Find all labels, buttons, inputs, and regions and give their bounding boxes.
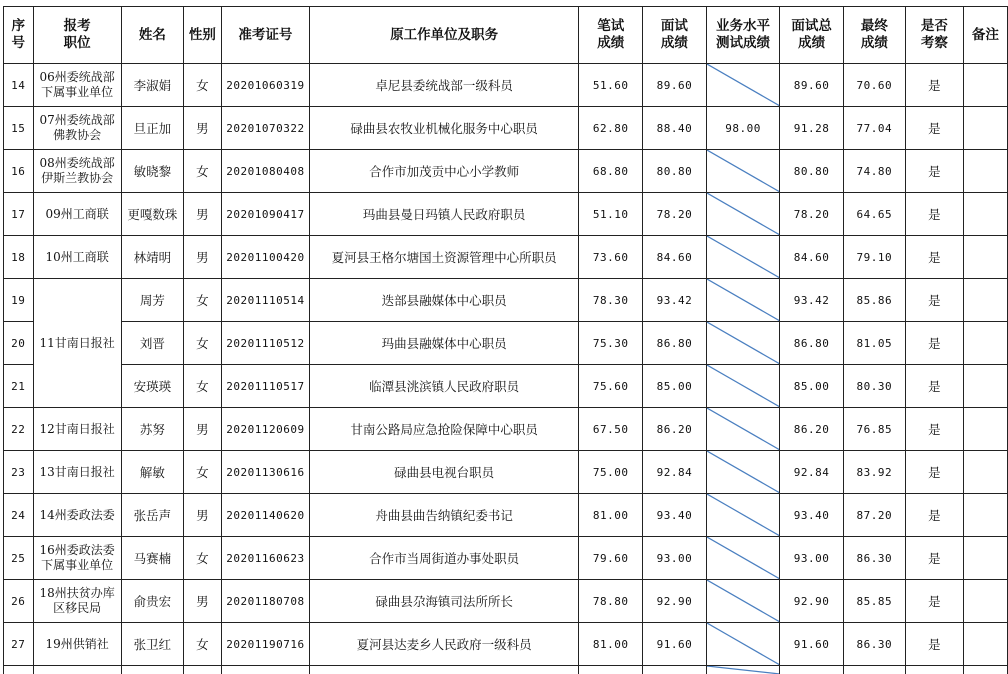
table-row	[4, 494, 1008, 537]
work-unit-cell: 甘南公路局应急抢险保障中心职员	[310, 408, 579, 451]
business-score-cell-empty	[706, 580, 780, 623]
work-unit-cell: 玛曲县融媒体中心职员	[310, 322, 579, 365]
ticket-number-cell: 20201070322	[221, 107, 310, 150]
final-score-cell: 83.92	[843, 451, 905, 494]
inspect-cell: 是	[905, 494, 963, 537]
empty-cell	[221, 666, 310, 674]
final-score-cell: 76.85	[843, 408, 905, 451]
table-row	[4, 365, 1008, 408]
column-header	[33, 7, 121, 64]
table-row	[4, 623, 1008, 666]
empty-cell	[121, 666, 184, 674]
diagonal-slash	[707, 150, 780, 192]
name-cell: 马赛楠	[121, 537, 184, 580]
gender-cell: 男	[184, 408, 221, 451]
written-score-cell: 67.50	[579, 408, 643, 451]
row-number: 23	[4, 451, 34, 494]
empty-cell	[310, 666, 579, 674]
written-score-cell: 62.80	[579, 107, 643, 150]
diagonal-slash	[707, 408, 780, 450]
interview-total-cell: 84.60	[780, 236, 843, 279]
inspect-cell: 是	[905, 365, 963, 408]
row-number: 25	[4, 537, 34, 580]
gender-cell: 男	[184, 107, 221, 150]
column-header	[310, 7, 579, 64]
inspect-cell: 是	[905, 322, 963, 365]
business-score-cell: 98.00	[706, 107, 780, 150]
inspect-cell: 是	[905, 64, 963, 107]
column-header-line: 面试	[661, 18, 688, 34]
work-unit-cell: 碌曲县尕海镇司法所所长	[310, 580, 579, 623]
table-row	[4, 150, 1008, 193]
inspect-cell: 是	[905, 279, 963, 322]
table-row	[4, 322, 1008, 365]
work-unit-cell: 碌曲县电视台职员	[310, 451, 579, 494]
diagonal-slash	[707, 537, 780, 579]
interview-score-cell: 78.20	[643, 193, 706, 236]
column-header-line: 面试总	[791, 18, 832, 34]
row-number: 20	[4, 322, 34, 365]
position-line: 16州委政法委	[39, 543, 114, 557]
work-unit-cell: 合作市当周街道办事处职员	[310, 537, 579, 580]
empty-cell	[905, 666, 963, 674]
business-score-cell-empty	[706, 494, 780, 537]
position-line: 下属事业单位	[41, 85, 113, 99]
position-cell	[33, 236, 121, 279]
ticket-number-cell: 20201060319	[221, 64, 310, 107]
final-score-cell: 87.20	[843, 494, 905, 537]
table-row-partial	[4, 666, 1008, 674]
inspect-cell: 是	[905, 150, 963, 193]
position-cell	[33, 623, 121, 666]
position-cell	[33, 451, 121, 494]
diagonal-slash	[707, 279, 780, 321]
interview-total-cell: 93.40	[780, 494, 843, 537]
work-unit-cell: 舟曲县曲告纳镇纪委书记	[310, 494, 579, 537]
table-row	[4, 537, 1008, 580]
gender-cell: 男	[184, 580, 221, 623]
remark-cell	[963, 322, 1007, 365]
inspect-cell: 是	[905, 408, 963, 451]
score-table	[3, 6, 1008, 674]
remark-cell	[963, 64, 1007, 107]
interview-total-cell: 91.60	[780, 623, 843, 666]
position-line: 10州工商联	[45, 250, 108, 264]
final-score-cell: 85.86	[843, 279, 905, 322]
position-line: 19州供销社	[45, 637, 108, 651]
business-score-cell-empty	[706, 365, 780, 408]
row-number: 14	[4, 64, 34, 107]
ticket-number-cell: 20201120609	[221, 408, 310, 451]
work-unit-cell: 碌曲县农牧业机械化服务中心职员	[310, 107, 579, 150]
column-header-line: 成绩	[861, 35, 888, 51]
inspect-cell: 是	[905, 537, 963, 580]
interview-score-cell: 80.80	[643, 150, 706, 193]
empty-cell	[4, 666, 34, 674]
position-line: 区移民局	[53, 601, 101, 615]
position-cell	[33, 279, 121, 408]
gender-cell: 男	[184, 236, 221, 279]
name-cell: 李淑娟	[121, 64, 184, 107]
name-cell: 俞贵宏	[121, 580, 184, 623]
empty-cell	[184, 666, 221, 674]
column-header	[221, 7, 310, 64]
column-header-line: 性别	[189, 27, 216, 43]
remark-cell	[963, 193, 1007, 236]
position-line: 伊斯兰教协会	[41, 171, 113, 185]
column-header	[963, 7, 1007, 64]
empty-cell	[963, 666, 1007, 674]
final-score-cell: 80.30	[843, 365, 905, 408]
row-number: 15	[4, 107, 34, 150]
column-header-line: 业务水平	[716, 18, 770, 34]
position-cell	[33, 580, 121, 623]
position-line: 06州委统战部	[39, 70, 114, 84]
position-cell	[33, 64, 121, 107]
column-header	[780, 7, 843, 64]
written-score-cell: 78.30	[579, 279, 643, 322]
ticket-number-cell: 20201130616	[221, 451, 310, 494]
name-cell: 旦正加	[121, 107, 184, 150]
position-line: 佛教协会	[53, 128, 101, 142]
final-score-cell: 81.05	[843, 322, 905, 365]
column-header-line: 成绩	[661, 35, 688, 51]
remark-cell	[963, 580, 1007, 623]
name-cell: 周芳	[121, 279, 184, 322]
final-score-cell: 85.85	[843, 580, 905, 623]
name-cell: 更嘎数珠	[121, 193, 184, 236]
business-score-cell-empty	[706, 623, 780, 666]
column-header	[643, 7, 706, 64]
column-header-line: 职位	[64, 35, 91, 51]
inspect-cell: 是	[905, 107, 963, 150]
business-score-cell-empty	[706, 537, 780, 580]
empty-cell	[843, 666, 905, 674]
position-cell	[33, 193, 121, 236]
inspect-cell: 是	[905, 580, 963, 623]
remark-cell	[963, 150, 1007, 193]
position-cell	[33, 408, 121, 451]
interview-total-cell: 86.20	[780, 408, 843, 451]
final-score-cell: 64.65	[843, 193, 905, 236]
column-header-line: 笔试	[597, 18, 624, 34]
position-line: 08州委统战部	[39, 156, 114, 170]
column-header	[706, 7, 780, 64]
business-score-cell-empty	[706, 193, 780, 236]
interview-score-cell: 89.60	[643, 64, 706, 107]
work-unit-cell: 合作市加茂贡中心小学教师	[310, 150, 579, 193]
position-line: 18州扶贫办库	[39, 586, 114, 600]
work-unit-cell: 迭部县融媒体中心职员	[310, 279, 579, 322]
position-line: 下属事业单位	[41, 558, 113, 572]
empty-cell	[579, 666, 643, 674]
interview-score-cell: 93.42	[643, 279, 706, 322]
business-score-cell-empty	[706, 322, 780, 365]
name-cell: 张卫红	[121, 623, 184, 666]
written-score-cell: 79.60	[579, 537, 643, 580]
gender-cell: 女	[184, 64, 221, 107]
work-unit-cell: 临潭县洮滨镇人民政府职员	[310, 365, 579, 408]
diagonal-slash	[707, 64, 780, 106]
row-number: 16	[4, 150, 34, 193]
interview-score-cell: 93.00	[643, 537, 706, 580]
final-score-cell: 74.80	[843, 150, 905, 193]
name-cell: 林靖明	[121, 236, 184, 279]
gender-cell: 女	[184, 451, 221, 494]
interview-total-cell: 80.80	[780, 150, 843, 193]
remark-cell	[963, 494, 1007, 537]
inspect-cell: 是	[905, 623, 963, 666]
ticket-number-cell: 20201080408	[221, 150, 310, 193]
column-header	[4, 7, 34, 64]
table-row	[4, 279, 1008, 322]
table-row	[4, 193, 1008, 236]
column-header-line: 号	[12, 35, 26, 51]
empty-cell	[643, 666, 706, 674]
column-header-line: 准考证号	[238, 27, 292, 43]
ticket-number-cell: 20201160623	[221, 537, 310, 580]
written-score-cell: 78.80	[579, 580, 643, 623]
position-cell	[33, 494, 121, 537]
remark-cell	[963, 623, 1007, 666]
business-score-cell-empty	[706, 64, 780, 107]
name-cell: 解敏	[121, 451, 184, 494]
row-number: 27	[4, 623, 34, 666]
table-row	[4, 236, 1008, 279]
row-number: 21	[4, 365, 34, 408]
gender-cell: 女	[184, 279, 221, 322]
business-score-cell-empty	[706, 451, 780, 494]
name-cell: 敏晓黎	[121, 150, 184, 193]
table-row	[4, 64, 1008, 107]
score-sheet	[3, 6, 1008, 674]
interview-total-cell: 86.80	[780, 322, 843, 365]
gender-cell: 女	[184, 322, 221, 365]
work-unit-cell: 夏河县达麦乡人民政府一级科员	[310, 623, 579, 666]
remark-cell	[963, 279, 1007, 322]
interview-score-cell: 86.80	[643, 322, 706, 365]
interview-total-cell: 85.00	[780, 365, 843, 408]
written-score-cell: 51.60	[579, 64, 643, 107]
column-header-line: 测试成绩	[716, 35, 770, 51]
remark-cell	[963, 365, 1007, 408]
business-score-cell-empty	[706, 666, 780, 674]
ticket-number-cell: 20201180708	[221, 580, 310, 623]
written-score-cell: 75.30	[579, 322, 643, 365]
column-header-line: 备注	[972, 27, 999, 43]
ticket-number-cell: 20201110512	[221, 322, 310, 365]
inspect-cell: 是	[905, 193, 963, 236]
column-header	[843, 7, 905, 64]
written-score-cell: 81.00	[579, 623, 643, 666]
diagonal-slash	[707, 666, 780, 674]
diagonal-slash	[707, 193, 780, 235]
diagonal-slash	[707, 494, 780, 536]
gender-cell: 女	[184, 365, 221, 408]
empty-cell	[33, 666, 121, 674]
remark-cell	[963, 537, 1007, 580]
interview-total-cell: 89.60	[780, 64, 843, 107]
final-score-cell: 79.10	[843, 236, 905, 279]
interview-score-cell: 86.20	[643, 408, 706, 451]
interview-score-cell: 85.00	[643, 365, 706, 408]
position-line: 07州委统战部	[39, 113, 114, 127]
column-header	[121, 7, 184, 64]
diagonal-slash	[707, 322, 780, 364]
table-row	[4, 580, 1008, 623]
interview-score-cell: 91.60	[643, 623, 706, 666]
interview-total-cell: 93.00	[780, 537, 843, 580]
written-score-cell: 51.10	[579, 193, 643, 236]
interview-total-cell: 92.84	[780, 451, 843, 494]
final-score-cell: 70.60	[843, 64, 905, 107]
interview-total-cell: 93.42	[780, 279, 843, 322]
name-cell: 苏努	[121, 408, 184, 451]
empty-cell	[780, 666, 843, 674]
interview-total-cell: 91.28	[780, 107, 843, 150]
name-cell: 张岳声	[121, 494, 184, 537]
table-row	[4, 451, 1008, 494]
diagonal-slash	[707, 451, 780, 493]
gender-cell: 女	[184, 150, 221, 193]
table-row	[4, 107, 1008, 150]
position-cell	[33, 537, 121, 580]
business-score-cell-empty	[706, 279, 780, 322]
ticket-number-cell: 20201110517	[221, 365, 310, 408]
position-cell	[33, 150, 121, 193]
position-line: 09州工商联	[45, 207, 108, 221]
remark-cell	[963, 107, 1007, 150]
business-score-cell-empty	[706, 150, 780, 193]
interview-score-cell: 84.60	[643, 236, 706, 279]
column-header-line: 报考	[64, 18, 91, 34]
position-line: 12甘南日报社	[39, 422, 114, 436]
table-row	[4, 408, 1008, 451]
inspect-cell: 是	[905, 236, 963, 279]
interview-score-cell: 92.90	[643, 580, 706, 623]
position-line: 11甘南日报社	[39, 336, 114, 350]
row-number: 22	[4, 408, 34, 451]
row-number: 19	[4, 279, 34, 322]
ticket-number-cell: 20201190716	[221, 623, 310, 666]
row-number: 24	[4, 494, 34, 537]
column-header-line: 原工作单位及职务	[390, 27, 498, 43]
row-number: 17	[4, 193, 34, 236]
column-header-line: 最终	[861, 18, 888, 34]
diagonal-slash	[707, 236, 780, 278]
column-header-line: 成绩	[597, 35, 624, 51]
work-unit-cell: 卓尼县委统战部一级科员	[310, 64, 579, 107]
ticket-number-cell: 20201100420	[221, 236, 310, 279]
row-number: 18	[4, 236, 34, 279]
position-line: 13甘南日报社	[39, 465, 114, 479]
final-score-cell: 86.30	[843, 623, 905, 666]
ticket-number-cell: 20201110514	[221, 279, 310, 322]
position-cell	[33, 107, 121, 150]
column-header-line: 是否	[921, 18, 948, 34]
interview-score-cell: 88.40	[643, 107, 706, 150]
diagonal-slash	[707, 365, 780, 407]
remark-cell	[963, 408, 1007, 451]
inspect-cell: 是	[905, 451, 963, 494]
row-number: 26	[4, 580, 34, 623]
name-cell: 刘晋	[121, 322, 184, 365]
column-header-line: 姓名	[139, 27, 166, 43]
remark-cell	[963, 236, 1007, 279]
column-header	[905, 7, 963, 64]
interview-score-cell: 92.84	[643, 451, 706, 494]
column-header-line: 成绩	[798, 35, 825, 51]
work-unit-cell: 夏河县王格尔塘国土资源管理中心所职员	[310, 236, 579, 279]
written-score-cell: 81.00	[579, 494, 643, 537]
gender-cell: 男	[184, 193, 221, 236]
written-score-cell: 75.60	[579, 365, 643, 408]
diagonal-slash	[707, 580, 780, 622]
column-header	[579, 7, 643, 64]
written-score-cell: 68.80	[579, 150, 643, 193]
position-line: 14州委政法委	[39, 508, 114, 522]
column-header-line: 序	[12, 18, 26, 34]
diagonal-slash	[707, 623, 780, 665]
header-row	[4, 7, 1008, 64]
written-score-cell: 75.00	[579, 451, 643, 494]
business-score-cell-empty	[706, 408, 780, 451]
table-body	[4, 64, 1008, 674]
column-header-line: 考察	[921, 35, 948, 51]
remark-cell	[963, 451, 1007, 494]
column-header	[184, 7, 221, 64]
business-score-cell-empty	[706, 236, 780, 279]
interview-total-cell: 78.20	[780, 193, 843, 236]
ticket-number-cell: 20201090417	[221, 193, 310, 236]
gender-cell: 男	[184, 494, 221, 537]
name-cell: 安瑛瑛	[121, 365, 184, 408]
gender-cell: 女	[184, 537, 221, 580]
gender-cell: 女	[184, 623, 221, 666]
interview-score-cell: 93.40	[643, 494, 706, 537]
written-score-cell: 73.60	[579, 236, 643, 279]
final-score-cell: 77.04	[843, 107, 905, 150]
final-score-cell: 86.30	[843, 537, 905, 580]
interview-total-cell: 92.90	[780, 580, 843, 623]
work-unit-cell: 玛曲县曼日玛镇人民政府职员	[310, 193, 579, 236]
ticket-number-cell: 20201140620	[221, 494, 310, 537]
